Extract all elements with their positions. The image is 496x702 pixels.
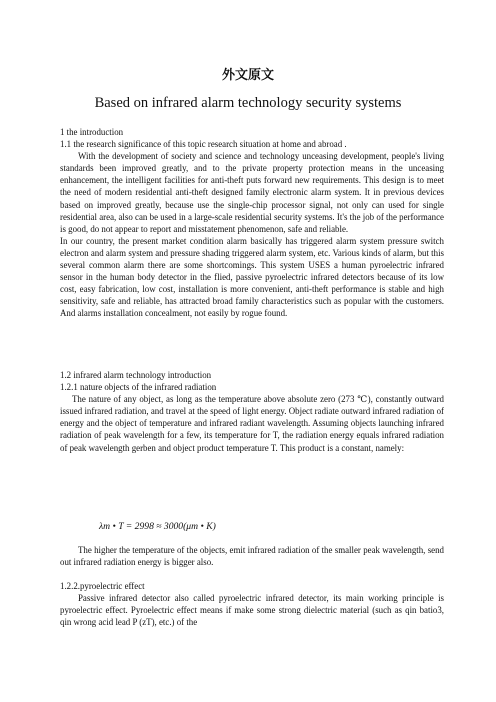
paragraph: With the development of society and science and technology unceasing development, people's living standards been improved greatly, and to the private property protection means in the unceasing enhancement, the intelligent facilities for anti-theft puts forward new requirements. This design is to meet the need of modern residential anti-theft designed family electronic alarm system. It in previous devices based on improved greatly, because use the single-chip processor signal, not only can used for single residential area, also can be used in a large-scale residential security systems. It's the job of the performance is good, do not appear to report and misstatement phenomenon, safe and reliable. <box>60 151 444 234</box>
paragraph: In our country, the present market condition alarm basically has triggered alarm system pressure switch electron and alarm system and pressure shading triggered alarm system, etc. Various kinds of alarm, but this several common alarm there are some shortcomings. This system USES a human pyroelectric infrared sensor in the human body detector in the flied, passive pyroelectric infrared detectors because of its low cost, easy fabrication, low cost, installation is more convenient, anti-theft performance is stable and high sensitivity, safe and reliable, has attracted broad family characteristics such as popular with the customers. And alarms installation concealment, not easily by rogue found. <box>60 235 444 319</box>
section-1-2 <box>60 369 444 454</box>
document-heading: 外文原文 <box>221 68 274 83</box>
paragraph: The higher the temperature of the objects, emit infrared radiation of the smaller peak wavelength, send out infrared radiation energy is bigger also. <box>60 545 444 568</box>
paragraph: The nature of any object, as long as the temperature above absolute zero (273 ℃), constantly outward issued infrared radiation, and travel at the speed of light energy. Object radiate outward infrared radiation of energy and the object of temperature and infrared radiant wavelength. Assuming objects launching infrared radiation of peak wavelength for a few, its temperature for T, the radiation energy equals infrared radiation of peak wavelength gerben and object product temperature T. This product is a constant, namely: <box>60 394 444 453</box>
section-heading: 1 the introduction <box>60 127 124 137</box>
section-1-2-2 <box>60 580 444 628</box>
subsection-heading: 1.2.2.pyroelectric effect <box>60 581 145 591</box>
section-1-2-continued <box>60 544 444 568</box>
subsection-heading: 1.1 the research significance of this topic research situation at home and abroad . <box>60 139 347 150</box>
subsection-heading: 1.2 infrared alarm technology introduction <box>60 370 212 380</box>
paragraph: Passive infrared detector also called pyroelectric infrared detector, its main working principle is pyroelectric effect. Pyroelectric effect means if make some strong dielectric material (such as qin batio3, qin wrong acid lead P (zT), etc.) of the <box>60 593 444 628</box>
subsection-heading: 1.2.1 nature objects of the infrared radiation <box>60 382 217 393</box>
document-title: Based on infrared alarm technology security systems <box>94 95 402 111</box>
formula: λm • T = 2998 ≈ 3000(μm • K) <box>99 521 216 532</box>
section-1 <box>60 126 444 320</box>
